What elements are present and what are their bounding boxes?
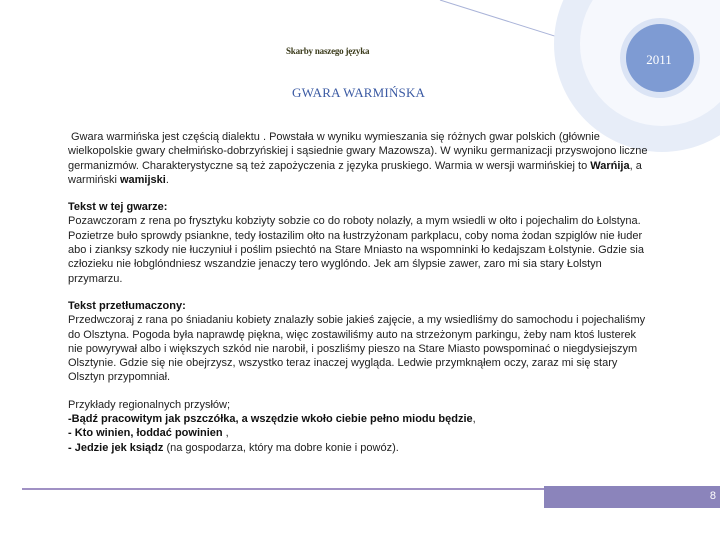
- proverb-item: -Bądź pracowitym jak pszczółka, a wszędzie wkoło ciebie pełno miodu będzie,: [68, 413, 476, 426]
- proverb-item: - Jedzie jek ksiądz (na gospodarza, który ma dobre konie i powóz).: [68, 441, 399, 454]
- presentation-title: Skarby naszego języka: [286, 46, 370, 56]
- footer-line: [22, 488, 544, 490]
- proverbs-heading: Przykłady regionalnych przysłów;: [68, 398, 231, 411]
- footer-bar: [544, 486, 720, 508]
- year-label: 2011: [646, 52, 672, 67]
- dialect-heading: Tekst w tej gwarze:: [68, 201, 168, 214]
- page-number: 8: [709, 490, 716, 502]
- translation-heading: Tekst przetłumaczony:: [68, 299, 186, 312]
- proverb-item: - Kto winien, łoddać powinien ,: [68, 427, 229, 440]
- dialect-text: Pozawczoram z rena po frysztyku kobziyty sobzie co do roboty nolazły, a mym wsiedli w ołto i pojechalim do Łolstyna. Pozietrze buło sprowdy psiankne, tedy łostazilim ołto na łustrzyżonam parkplacu, coby noma żodan szpiglów nie łuder abo i zianksy szkody nie łuczyniuł i poślim psiechtó na Stare Mniasto na wspomninki ło kedajszam Łolstynie. Gdzie sia człozieku nie łobglóndniesz wszandzie jenaczy tero wyglóndo. Jek am ślypsie zawer, zaro mi sia stary Łolstyn przymarzu.: [68, 215, 644, 285]
- term-wamijski: wamijski: [119, 173, 166, 186]
- page-title: GWARA WARMIŃSKA: [292, 85, 426, 100]
- term-warnija: Warńija: [590, 159, 630, 172]
- intro-paragraph: Gwara warmińska jest częścią dialektu . Powstała w wyniku wymieszania się różnych gwar polskich (głównie wielkopolskie gwary chełmińsko-dobrzyńskiej i sąsiednie gwary Mazowsza). W wyniku germanizacji przyswojono liczne germanizmów. Charakterystyczne są też zapożyczenia z języka pruskiego. Warmia w wersji warmińskiej to Warńija, a warmiński wamijski.: [68, 131, 648, 186]
- translation-text: Przedwczoraj z rana po śniadaniu kobiety znalazły sobie jakieś zajęcie, a my wsiedliśmy do samochodu i pojechaliśmy do Olsztyna. Pogoda była naprawdę piękna, więc zostawiliśmy auto na strzeżonym parkingu, żeby nam ktoś lusterek nie powyrywał albo i większych szkód nie narobił, i poszliśmy pieszo na Stare Miasto powspominać o niegdysiejszym Olsztynie. Gdzie się nie obejrzysz, wszystko teraz inaczej wygląda. Ledwie przymknąłem oczy, zaraz mi się stary Olsztyn przypomniał.: [68, 314, 646, 384]
- content-body: [68, 130, 648, 455]
